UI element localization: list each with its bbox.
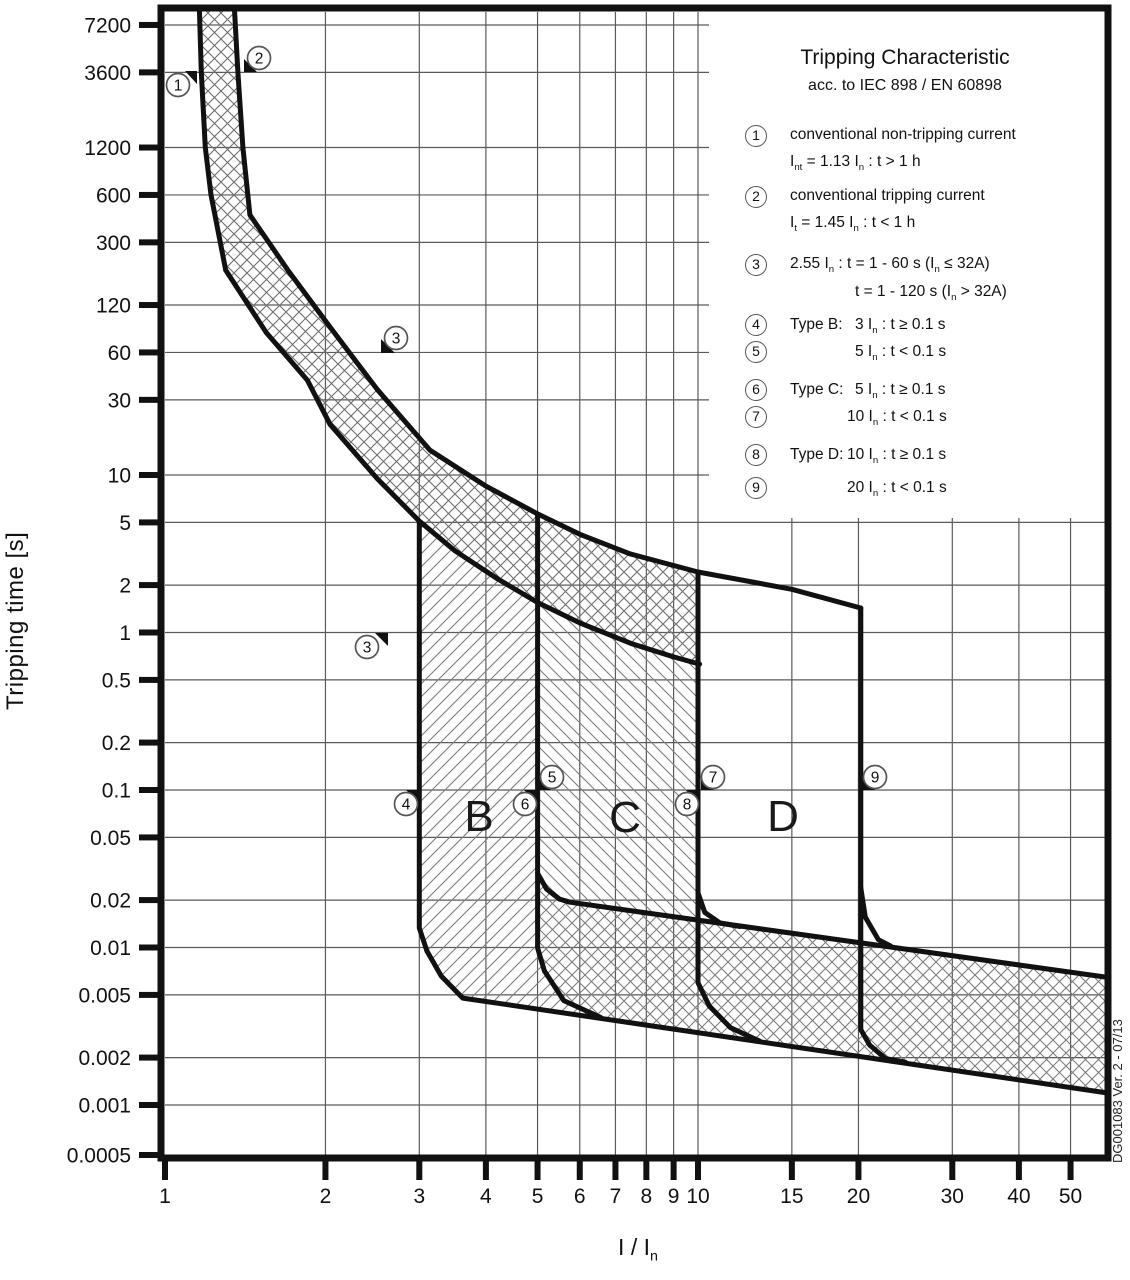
x-tick-label: 5 bbox=[531, 1185, 544, 1208]
callout-number: 8 bbox=[682, 796, 692, 814]
region-label-D: D bbox=[767, 792, 799, 841]
x-tick bbox=[789, 1158, 795, 1180]
callout-number: 1 bbox=[173, 77, 183, 95]
y-tick-label: 0.002 bbox=[78, 1047, 131, 1071]
region-label-C: C bbox=[609, 793, 641, 842]
y-tick bbox=[139, 945, 163, 951]
y-tick bbox=[139, 1152, 163, 1158]
y-tick-label: 5 bbox=[119, 511, 131, 535]
legend-text-4: Type B: bbox=[790, 316, 843, 333]
y-tick-label: 30 bbox=[107, 389, 131, 413]
y-tick bbox=[139, 69, 163, 75]
legend-circle-9: 9 bbox=[745, 477, 767, 499]
legend-text-7: 10 $I_n$ : t < 0.1 s bbox=[847, 408, 947, 429]
y-tick-label: 7200 bbox=[84, 14, 131, 38]
legend-text-8: Type D: bbox=[790, 446, 844, 463]
y-tick-label: 120 bbox=[95, 294, 131, 318]
y-tick-label: 0.5 bbox=[101, 669, 131, 693]
y-tick bbox=[139, 630, 163, 636]
legend-circle-8: 8 bbox=[745, 444, 767, 466]
y-tick-label: 0.1 bbox=[101, 779, 131, 803]
callout-number: 2 bbox=[254, 50, 264, 68]
legend-text-3: t = 1 - 120 s $(I_n > 32A)$ bbox=[855, 283, 1007, 304]
y-tick bbox=[139, 897, 163, 903]
callout-number: 7 bbox=[708, 769, 718, 787]
y-tick bbox=[139, 1055, 163, 1061]
y-tick bbox=[139, 992, 163, 998]
x-tick-label: 1 bbox=[159, 1185, 171, 1208]
legend-text-2: $I_t = 1.45$ $I_n$ : t < 1 h bbox=[790, 214, 916, 235]
legend-text-2: conventional tripping current bbox=[790, 187, 985, 204]
legend-text-1: conventional non-tripping current bbox=[790, 126, 1016, 143]
legend-circle-6: 6 bbox=[745, 379, 767, 401]
y-tick bbox=[139, 145, 163, 151]
y-tick-label: 3600 bbox=[84, 61, 131, 85]
callout-number: 4 bbox=[401, 796, 411, 814]
x-tick bbox=[1016, 1158, 1022, 1180]
callout-number: 6 bbox=[520, 796, 530, 814]
y-tick-label: 60 bbox=[107, 341, 131, 365]
y-tick-label: 0.001 bbox=[78, 1094, 131, 1118]
legend-circle-7: 7 bbox=[745, 406, 767, 428]
y-tick-label: 600 bbox=[95, 184, 131, 208]
type-d-20In-upper-spur bbox=[861, 888, 891, 946]
y-tick-label: 0.05 bbox=[90, 826, 131, 850]
y-tick-label: 0.01 bbox=[90, 937, 131, 960]
legend-text-3: 2.55 $I_n$ : t = 1 - 60 s $(I_n \le 32A)$ bbox=[790, 255, 990, 276]
y-tick bbox=[139, 397, 163, 403]
x-tick-label: 4 bbox=[480, 1185, 492, 1208]
y-tick-label: 300 bbox=[95, 231, 131, 255]
y-tick-label: 0.02 bbox=[90, 889, 131, 913]
y-tick bbox=[139, 519, 163, 525]
legend-circle-3: 3 bbox=[745, 254, 767, 276]
x-tick-label: 8 bbox=[640, 1185, 653, 1208]
x-tick bbox=[695, 1158, 701, 1180]
legend-text-9: 20 $I_n$ : t < 0.1 s bbox=[847, 479, 947, 500]
y-tick-label: 2 bbox=[119, 574, 131, 598]
callout-number: 3 bbox=[362, 639, 372, 657]
legend-text-1: $I_{nt} = 1.13$ $I_n$ : t > 1 h bbox=[790, 153, 921, 174]
x-tick bbox=[162, 1158, 168, 1180]
x-tick bbox=[855, 1158, 861, 1180]
x-tick bbox=[949, 1158, 955, 1180]
legend-circle-5: 5 bbox=[745, 341, 767, 363]
x-tick-label: 3 bbox=[413, 1185, 426, 1208]
x-tick bbox=[416, 1158, 422, 1180]
legend-text-8: 10 $I_n$ : t ≥ 0.1 s bbox=[847, 446, 947, 467]
x-tick-label: 2 bbox=[319, 1185, 332, 1208]
x-tick bbox=[535, 1158, 541, 1180]
callout-number: 5 bbox=[547, 769, 557, 787]
document-id-note: DG001083 Ver. 2 - 07/13 bbox=[1110, 1019, 1125, 1163]
y-tick bbox=[139, 740, 163, 746]
y-tick bbox=[139, 582, 163, 588]
legend-text-6: 5 $I_n$ : t ≥ 0.1 s bbox=[855, 381, 946, 402]
x-tick-label: 30 bbox=[940, 1185, 964, 1208]
x-tick bbox=[577, 1158, 583, 1180]
callout-number: 9 bbox=[870, 769, 880, 787]
legend-subtitle: acc. to IEC 898 / EN 60898 bbox=[808, 77, 1002, 94]
y-tick bbox=[139, 834, 163, 840]
y-tick-label: 1 bbox=[119, 622, 131, 645]
y-tick bbox=[139, 677, 163, 683]
x-tick bbox=[671, 1158, 677, 1180]
callout-number: 3 bbox=[391, 330, 401, 348]
y-tick-label: 10 bbox=[107, 464, 131, 488]
legend-circle-2: 2 bbox=[745, 186, 767, 208]
legend-text-5: 5 $I_n$ : t < 0.1 s bbox=[855, 343, 947, 364]
y-tick bbox=[139, 1102, 163, 1108]
x-tick-label: 6 bbox=[573, 1185, 586, 1208]
y-tick bbox=[139, 349, 163, 355]
region-label-B: B bbox=[464, 792, 494, 841]
legend-text-6: Type C: bbox=[790, 381, 844, 398]
x-tick-label: 7 bbox=[609, 1185, 622, 1208]
x-axis-title: I / $I_n$ bbox=[618, 1234, 658, 1265]
y-tick bbox=[139, 787, 163, 793]
x-tick bbox=[643, 1158, 649, 1180]
y-tick bbox=[139, 472, 163, 478]
x-tick-label: 40 bbox=[1007, 1185, 1031, 1208]
y-tick-label: 0.0005 bbox=[66, 1144, 131, 1168]
y-tick bbox=[139, 302, 163, 308]
y-tick-label: 1200 bbox=[84, 137, 131, 161]
x-tick-label: 15 bbox=[780, 1185, 804, 1208]
legend-circle-4: 4 bbox=[745, 314, 767, 336]
y-tick bbox=[139, 192, 163, 198]
x-tick bbox=[322, 1158, 328, 1180]
legend-text-4: 3 $I_n$ : t ≥ 0.1 s bbox=[855, 316, 946, 337]
x-tick bbox=[483, 1158, 489, 1180]
x-tick-label: 50 bbox=[1058, 1185, 1083, 1208]
y-tick bbox=[139, 239, 163, 245]
x-tick-label: 9 bbox=[667, 1185, 680, 1208]
legend-title: Tripping Characteristic bbox=[800, 46, 1010, 69]
x-tick-label: 20 bbox=[846, 1185, 871, 1208]
y-tick-label: 0.2 bbox=[101, 732, 131, 756]
x-tick-label: 10 bbox=[686, 1185, 710, 1208]
y-axis-title: Tripping time [s] bbox=[2, 531, 29, 710]
y-tick bbox=[139, 22, 163, 28]
x-tick bbox=[1068, 1158, 1074, 1180]
x-tick bbox=[612, 1158, 618, 1180]
y-tick-label: 0.005 bbox=[78, 984, 131, 1008]
legend-circle-1: 1 bbox=[745, 125, 767, 147]
